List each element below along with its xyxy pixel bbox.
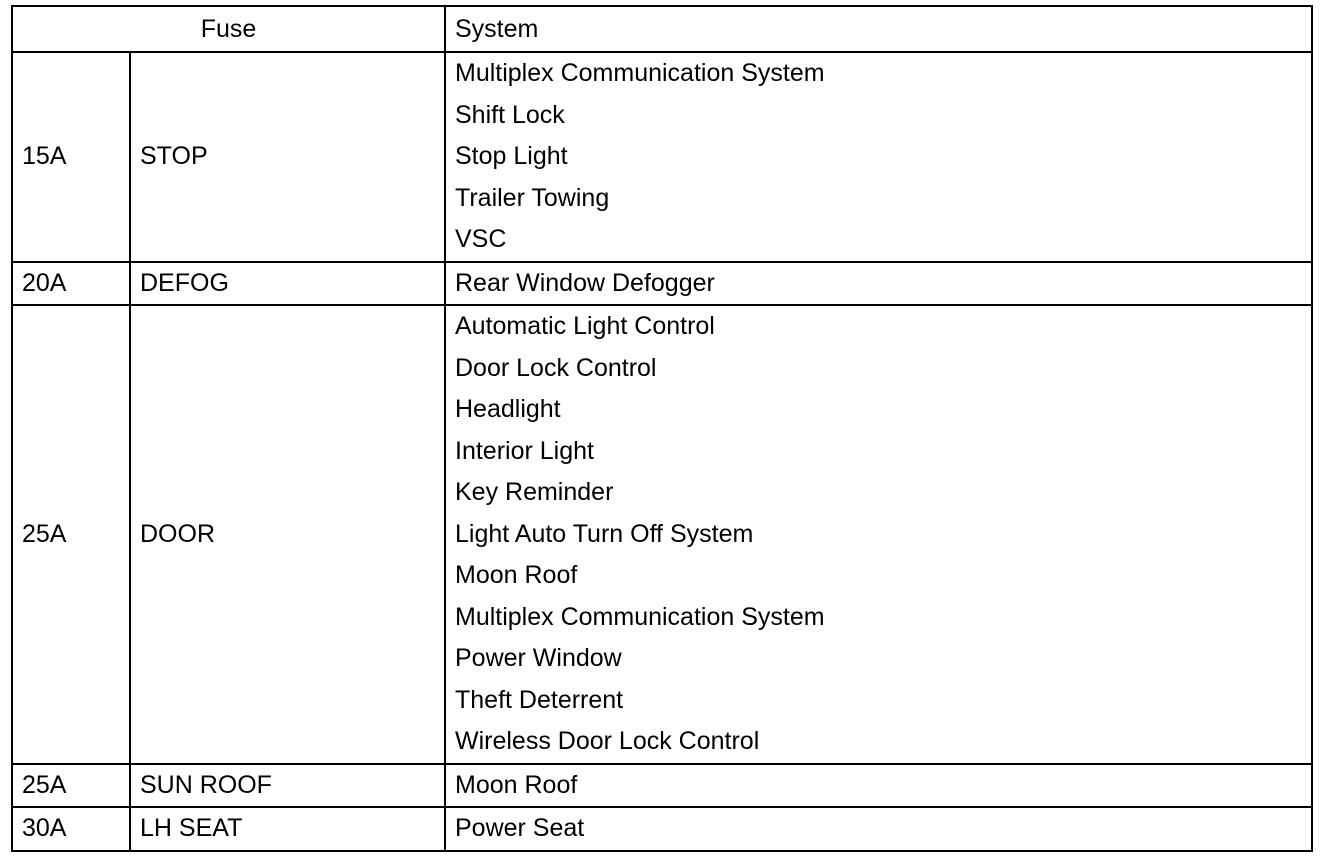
fuse-name: LH SEAT xyxy=(130,807,445,851)
system-cell xyxy=(445,764,1312,808)
fuse-header: Fuse xyxy=(12,6,445,52)
table-row xyxy=(12,52,1312,262)
table-row xyxy=(12,262,1312,306)
system-item: Moon Roof xyxy=(455,770,578,799)
system-item: VSC xyxy=(455,225,507,253)
system-item: Power Seat xyxy=(455,814,585,842)
table-row xyxy=(12,807,1312,851)
system-item: Multiplex Communication System xyxy=(455,602,825,631)
system-item: Key Reminder xyxy=(455,478,614,506)
system-cell xyxy=(445,262,1312,306)
system-cell xyxy=(445,52,1312,262)
system-header: System xyxy=(445,6,1312,52)
system-item: Headlight xyxy=(455,395,561,423)
system-item: Multiplex Communication System xyxy=(455,59,825,87)
system-item: Rear Window Defogger xyxy=(455,268,715,297)
system-item: Interior Light xyxy=(455,436,594,465)
system-item: Shift Lock xyxy=(455,100,565,129)
fuse-amperage: 25A xyxy=(12,305,130,764)
table-row xyxy=(12,764,1312,808)
system-item: Wireless Door Lock Control xyxy=(455,727,760,755)
table-body xyxy=(12,6,1312,851)
header-row xyxy=(12,6,1312,52)
system-cell xyxy=(445,807,1312,851)
system-cell xyxy=(445,305,1312,764)
system-item: Moon Roof xyxy=(455,561,578,589)
system-item: Theft Deterrent xyxy=(455,685,624,714)
system-item: Trailer Towing xyxy=(455,183,610,212)
fuse-amperage: 20A xyxy=(12,262,130,306)
fuse-name: STOP xyxy=(130,52,445,262)
fuse-amperage: 25A xyxy=(12,764,130,808)
fuse-name: DOOR xyxy=(130,305,445,764)
table-row xyxy=(12,305,1312,764)
system-item: Automatic Light Control xyxy=(455,312,715,340)
fuse-table xyxy=(11,5,1313,852)
fuse-name: DEFOG xyxy=(130,262,445,306)
fuse-amperage: 30A xyxy=(12,807,130,851)
fuse-amperage: 15A xyxy=(12,52,130,262)
system-item: Light Auto Turn Off System xyxy=(455,519,754,548)
system-item: Power Window xyxy=(455,644,622,672)
fuse-name: SUN ROOF xyxy=(130,764,445,808)
system-item: Stop Light xyxy=(455,142,568,170)
system-item: Door Lock Control xyxy=(455,353,657,382)
